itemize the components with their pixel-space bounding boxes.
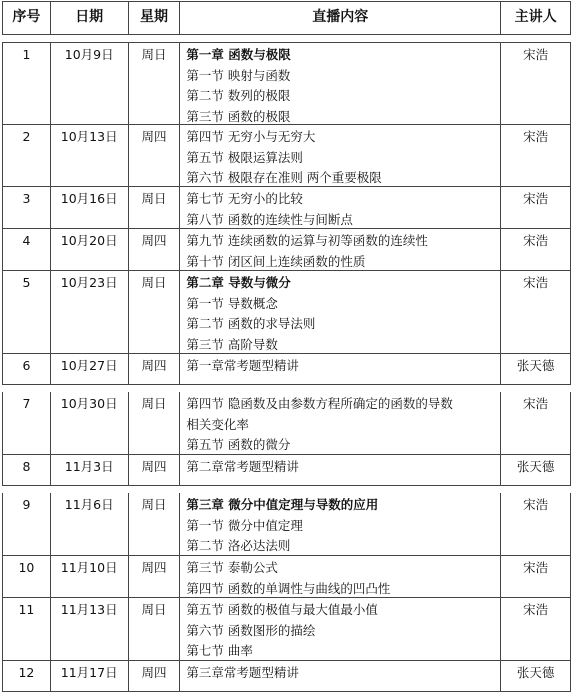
row-speaker: 宋浩 xyxy=(523,602,549,617)
row-date: 11月6日 xyxy=(51,493,129,555)
row-weekday: 周日 xyxy=(129,187,181,228)
section-line: 第五节 函数的极值与最大值最小值 xyxy=(186,602,378,617)
section-line: 第五节 极限运算法则 xyxy=(186,149,303,165)
table-row xyxy=(2,354,571,385)
header-weekday: 星期 xyxy=(129,2,181,34)
row-weekday: 周日 xyxy=(129,598,181,660)
section-line: 第三章常考题型精讲 xyxy=(186,665,299,680)
section-line: 第十节 闭区间上连续函数的性质 xyxy=(186,253,366,269)
header-content: 直播内容 xyxy=(180,2,501,34)
section-line: 第六节 函数图形的描绘 xyxy=(186,622,316,638)
section-line: 第一节 映射与函数 xyxy=(186,67,291,83)
row-speaker: 宋浩 xyxy=(523,396,549,411)
header-gap xyxy=(2,35,571,42)
section-line: 第五节 函数的微分 xyxy=(186,437,291,453)
table-row xyxy=(2,229,571,271)
row-weekday: 周四 xyxy=(129,455,181,485)
row-seq: 3 xyxy=(3,187,51,228)
row-weekday: 周四 xyxy=(129,661,181,691)
section-line: 第六节 极限存在准则 两个重要极限 xyxy=(186,170,382,186)
schedule-table xyxy=(2,1,571,692)
row-seq: 5 xyxy=(3,271,51,353)
row-speaker: 宋浩 xyxy=(523,275,549,290)
header-seq: 序号 xyxy=(3,2,51,34)
row-speaker: 张天德 xyxy=(516,358,555,373)
row-content xyxy=(180,598,501,660)
row-content xyxy=(180,271,501,353)
section-line: 第三节 高阶导数 xyxy=(186,336,278,352)
section-line: 第二章常考题型精讲 xyxy=(186,459,299,474)
table-row xyxy=(2,556,571,598)
row-seq: 6 xyxy=(3,354,51,384)
row-weekday: 周四 xyxy=(129,229,181,270)
row-date: 10月13日 xyxy=(51,125,129,186)
row-date: 11月3日 xyxy=(51,455,129,485)
row-seq: 4 xyxy=(3,229,51,270)
table-row xyxy=(2,598,571,661)
section-line: 第七节 无穷小的比较 xyxy=(186,191,303,206)
section-line: 第二节 函数的求导法则 xyxy=(186,316,316,332)
table-row xyxy=(2,42,571,125)
row-date: 11月13日 xyxy=(51,598,129,660)
table-body xyxy=(2,42,571,692)
chapter-title: 第一章 函数与极限 xyxy=(186,47,291,62)
section-line: 第二节 洛必达法则 xyxy=(186,538,291,554)
row-seq: 9 xyxy=(3,493,51,555)
row-content xyxy=(180,125,501,186)
row-speaker: 张天德 xyxy=(516,459,555,474)
row-seq: 11 xyxy=(3,598,51,660)
table-header xyxy=(2,1,571,35)
row-date: 10月20日 xyxy=(51,229,129,270)
table-row xyxy=(2,661,571,692)
section-line: 第九节 连续函数的运算与初等函数的连续性 xyxy=(186,233,428,248)
table-row xyxy=(2,271,571,354)
section-line: 第一章常考题型精讲 xyxy=(186,358,299,373)
section-line: 第三节 函数的极限 xyxy=(186,108,291,124)
section-line: 第四节 函数的单调性与曲线的凹凸性 xyxy=(186,580,391,596)
row-speaker: 宋浩 xyxy=(523,47,549,62)
row-content xyxy=(180,187,501,228)
table-row xyxy=(2,125,571,187)
row-seq: 7 xyxy=(3,392,51,454)
header-speaker: 主讲人 xyxy=(514,9,557,25)
row-date: 11月17日 xyxy=(51,661,129,691)
row-seq: 12 xyxy=(3,661,51,691)
section-line: 第七节 曲率 xyxy=(186,643,253,659)
row-seq: 1 xyxy=(3,43,51,124)
row-content xyxy=(180,43,501,124)
section-line: 第四节 无穷小与无穷大 xyxy=(186,129,316,144)
row-weekday: 周日 xyxy=(129,392,181,454)
section-line: 第八节 函数的连续性与间断点 xyxy=(186,211,353,227)
table-row xyxy=(2,187,571,229)
row-weekday: 周四 xyxy=(129,125,181,186)
section-line: 相关变化率 xyxy=(186,416,249,432)
header-date: 日期 xyxy=(51,2,129,34)
table-row xyxy=(2,455,571,486)
row-date: 10月9日 xyxy=(51,43,129,124)
row-date: 10月23日 xyxy=(51,271,129,353)
row-weekday: 周日 xyxy=(129,271,181,353)
row-speaker: 宋浩 xyxy=(523,129,549,144)
row-seq: 8 xyxy=(3,455,51,485)
section-line: 第一节 导数概念 xyxy=(186,295,278,311)
row-date: 10月30日 xyxy=(51,392,129,454)
row-speaker: 宋浩 xyxy=(523,191,549,206)
row-content xyxy=(180,392,501,454)
row-content xyxy=(180,556,501,597)
table-row xyxy=(2,392,571,455)
row-content xyxy=(180,493,501,555)
row-content xyxy=(180,229,501,270)
row-date: 11月10日 xyxy=(51,556,129,597)
section-line: 第二节 数列的极限 xyxy=(186,88,291,104)
row-date: 10月16日 xyxy=(51,187,129,228)
row-speaker: 宋浩 xyxy=(523,233,549,248)
row-content xyxy=(180,661,501,691)
row-content xyxy=(180,354,501,384)
row-weekday: 周四 xyxy=(129,556,181,597)
row-speaker: 宋浩 xyxy=(523,497,549,512)
section-line: 第一节 微分中值定理 xyxy=(186,517,303,533)
row-content xyxy=(180,455,501,485)
row-weekday: 周日 xyxy=(129,493,181,555)
row-seq: 2 xyxy=(3,125,51,186)
row-weekday: 周日 xyxy=(129,43,181,124)
row-seq: 10 xyxy=(3,556,51,597)
chapter-title: 第三章 微分中值定理与导数的应用 xyxy=(186,497,379,512)
table-row xyxy=(2,493,571,556)
section-line: 第三节 泰勒公式 xyxy=(186,560,278,575)
row-date: 10月27日 xyxy=(51,354,129,384)
row-gap xyxy=(2,385,571,392)
row-speaker: 张天德 xyxy=(516,665,555,680)
section-line: 第四节 隐函数及由参数方程所确定的函数的导数 xyxy=(186,396,453,411)
row-weekday: 周四 xyxy=(129,354,181,384)
row-gap xyxy=(2,486,571,493)
chapter-title: 第二章 导数与微分 xyxy=(186,275,291,290)
row-speaker: 宋浩 xyxy=(523,560,549,575)
